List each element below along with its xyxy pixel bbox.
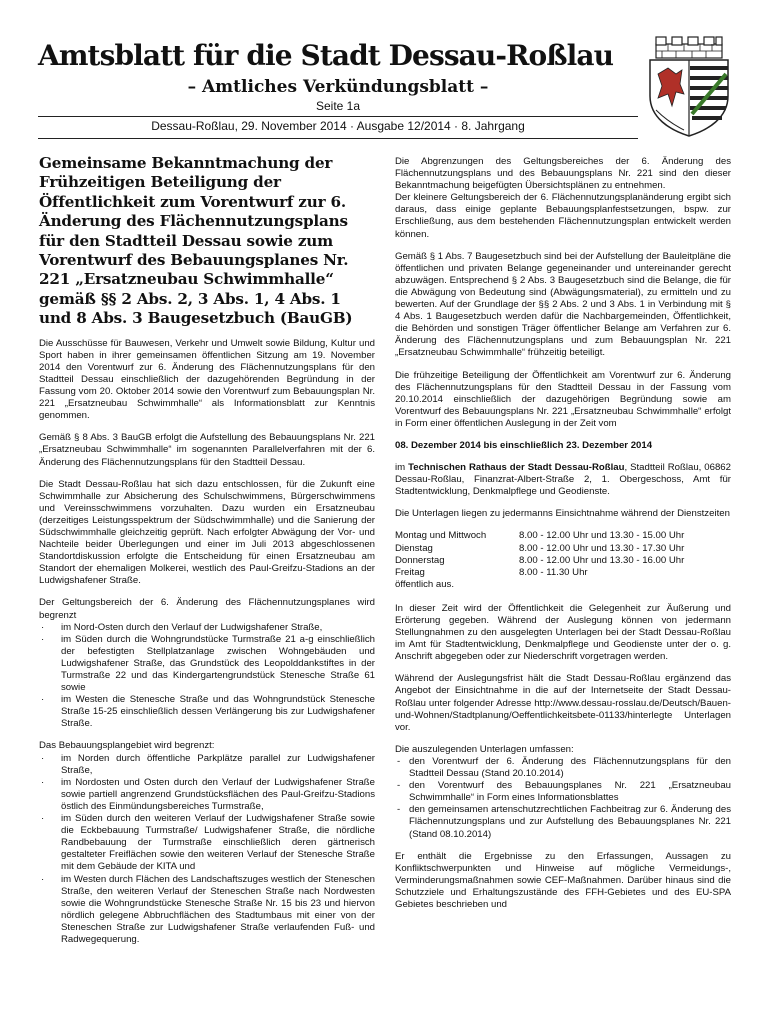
publication-title: Amtsblatt für die Stadt Dessau-Roßlau bbox=[38, 39, 614, 72]
paragraph: Der kleinere Geltungsbereich der 6. Flächennutzungsplanänderung ergibt sich daraus, dass einige geplante Bebauungsplanfestsetzungen, bspw. zur Erschließung, aus dem bestehenden Flächennutzungsplan entwickelt werden können. bbox=[395, 192, 731, 240]
list-item: · im Süden durch den weiteren Verlauf der Ludwigshafener Straße sowie die Eckbebauung Turmstraße/ Ludwigshafener Straße, die nördliche Randbebauung der Turmstraße einschließlich deren gärtnerisch gestalteter Freiflächen sowie den weiteren Verlauf der Stenesche Straße mit dem Gebäude der KITA und bbox=[39, 813, 375, 873]
list-item: · im Süden durch die Wohngrundstücke Turmstraße 21 a-g einschließlich der befestigten Stellplatzanlage zwischen Wohngebäuden und Ludwigshafener Straße, das Grundstück des Leopolddankstiftes in der Turmstraße 22 und das Kindergartengrundstück Stenesche Straße 61 sowie bbox=[39, 634, 375, 694]
paragraph: Das Bebauungsplangebiet wird begrenzt: bbox=[39, 740, 215, 752]
masthead-rule-top bbox=[38, 116, 638, 117]
paragraph: Er enthält die Ergebnisse zu den Erfassungen, Aussagen zu Konfliktschwerpunkten und Hinweise auf mögliche Vermeidungs-, Verminderungsmaßnahmen sowie CEF-Maßnahmen. Darüber hinaus sind die Schutzziele und Erhaltungszustände des FFH-Gebietes und des EU-SPA Gebietes beschrieben und bbox=[395, 850, 731, 910]
paragraph: Gemäß § 1 Abs. 7 Baugesetzbuch sind bei der Aufstellung der Bauleitpläne die öffentlichen und privaten Belange gegeneinander und untereinander gerecht abzuwägen. Entsprechend § 2 Abs. 3 Baugesetzbuch sind die Belange, die für die Abwägung von Bedeutung sind (Abwägungsmaterial), zu ermitteln und zu bewerten. Auf der Grundlage der §§ 2 Abs. 2 und 3 Abs. 1 in Verbindung mit § 4 Abs. 1 Baugesetzbuch werden dafür die Nachbargemeinden, Öffentlichkeit, die Behörden und sonstigen Träger öffentlicher Belange am Verfahren zur 6. Änderung des Flächennutzungsplans und zum Bebauungsplan Nr. 221 „Ersatzneubau Schwimmhalle“ frühzeitig beteiligt. bbox=[395, 250, 731, 359]
paragraph: Die Stadt Dessau-Roßlau hat sich dazu entschlossen, für die Zukunft eine Schwimmhalle zur Absicherung des Schulschwimmens, Bürgerschwimmens und Vereinsschwimmens vorzuhalten. Dazu wurden ein Ersatzneubau (derzeitiges Leistungsspektrum der Südschwimmhalle) und die Sanierung der Südschwimmhalle gleichzeitig geprüft. Nach erfolgter Abwägung der Vor- und Nachteile beider Überlegungen und einer im Juli 2013 abgeschlossenen Standortdiskussion erfolgte die Entscheidung für einen Ersatzneubau am Standort der ehemaligen Molkerei, westlich des Paul-Greifzu-Stadions an der Ludwigshafener Straße. bbox=[39, 478, 375, 587]
paragraph: Die Ausschüsse für Bauwesen, Verkehr und Umwelt sowie Bildung, Kultur und Sport haben in ihrer gemeinsamen öffentlichen Sitzung am 19. November 2014 den Vorentwurf zur 6. Änderung des Flächennutzungsplans für den Stadtteil Dessau einschließlich der dazugehörenden Begründung in der Fassung vom 20. Oktober 2014 sowie den Vorentwurf zum Bebauungsplan Nr. 221 „Ersatzneubau Schwimmhalle“ als Informationsblatt zur Kenntnis genommen. bbox=[39, 337, 375, 422]
location-name: Technischen Rathaus der Stadt Dessau-Roßlau bbox=[408, 462, 625, 474]
hours-time: 8.00 - 12.00 Uhr und 13.30 - 16.00 Uhr bbox=[519, 554, 685, 566]
paragraph: Die frühzeitige Beteiligung der Öffentlichkeit am Vorentwurf zur 6. Änderung des Flächennutzungsplans für den Stadtteil Dessau in der Fassung vom 20.10.2014 einschließlich der dazugehörigen Begründung sowie am Vorentwurf des Bebauungsplans Nr. 221 „Ersatzneubau Schwimmhalle“ erfolgt in Form einer öffentlichen Auslegung in der Zeit vom bbox=[395, 369, 731, 429]
list-item: · im Norden durch öffentliche Parkplätze parallel zur Ludwigshafener Straße, bbox=[39, 753, 375, 777]
paragraph: In dieser Zeit wird der Öffentlichkeit die Gelegenheit zur Äußerung und Erörterung gegeben. Während der Auslegung können von jedermann Stellungnahmen zu den ausgelegten Unterlagen bei der Stadt Dessau-Roßlau im Amt für Stadtentwicklung, Denkmalpflege und Geodienste unter der o. g. Anschrift abgegeben oder zur Niederschrift vorgetragen werden. bbox=[395, 602, 731, 663]
publication-subtitle: – Amtliches Verkündungsblatt – bbox=[187, 77, 489, 97]
boundary-list-fnp bbox=[39, 622, 375, 731]
display-period: 08. Dezember 2014 bis einschließlich 23. Dezember 2014 bbox=[395, 439, 653, 451]
hours-time: 8.00 - 12.00 Uhr und 13.30 - 17.30 Uhr bbox=[519, 542, 685, 554]
hours-day: Donnerstag bbox=[395, 554, 445, 566]
boundary-list-bplan bbox=[39, 753, 375, 947]
hours-day: Dienstag bbox=[395, 542, 433, 554]
paragraph: Während der Auslegungsfrist hält die Stadt Dessau-Roßlau ergänzend das Angebot der Einsichtnahme in die auf der Internetseite der Stadt Dessau-Roßlau unter folgender Adresse http://www.dessau-rosslau.de/Deutsch/Bauen-und-Wohnen/Stadtplanung/Oeffentlichkeitsbete-01133/hinterlegte Unterlagen vor. bbox=[395, 673, 731, 733]
hours-note: öffentlich aus. bbox=[395, 578, 455, 590]
display-location bbox=[395, 462, 731, 498]
left-column bbox=[39, 154, 375, 956]
right-column bbox=[395, 156, 731, 911]
paragraph: Die Unterlagen liegen zu jedermanns Einsichtnahme während der Dienstzeiten bbox=[395, 508, 730, 520]
paragraph: Gemäß § 8 Abs. 3 BauGB erfolgt die Aufstellung des Bebauungsplans Nr. 221 „Ersatzneubau Schwimmhalle“ im sogenannten Parallelverfahren mit der 6. Änderung des Flächennutzungsplans für den Stadtteil Dessau. bbox=[39, 432, 375, 468]
masthead-rule-bottom bbox=[38, 138, 638, 139]
hours-day: Freitag bbox=[395, 566, 425, 578]
list-item: - den Vorentwurf des Bebauungsplanes Nr. 221 „Ersatzneubau Schwimmhalle“ in Form eines Informationsblattes bbox=[395, 780, 731, 804]
city-coat-of-arms-icon bbox=[646, 34, 732, 138]
paragraph: Die Abgrenzungen des Geltungsbereiches der 6. Änderung des Flächennutzungsplans und des Bebauungsplans Nr. 221 sind den dieser Bekanntmachung beigefügten Übersichtsplänen zu entnehmen. bbox=[395, 156, 731, 192]
table-row bbox=[395, 530, 684, 542]
table-row bbox=[395, 555, 684, 567]
list-item: - den Vorentwurf der 6. Änderung des Flächennutzungsplans für den Stadtteil Dessau (Stand 20.10.2014) bbox=[395, 756, 731, 780]
location-prefix: im bbox=[395, 462, 406, 474]
table-row bbox=[395, 567, 684, 579]
list-item: · im Nord-Osten durch den Verlauf der Ludwigshafener Straße, bbox=[39, 622, 375, 634]
list-item: · im Westen die Stenesche Straße und das Wohngrundstück Stenesche Straße 15-25 einschließlich dessen Verlängerung bis zur Ludwigshafener Straße. bbox=[39, 694, 375, 730]
hours-day: Montag und Mittwoch bbox=[395, 530, 487, 542]
list-item: · im Westen durch Flächen des Landschaftszuges westlich der Steneschen Straße, den weiteren Verlauf der Steneschen Straße nach Nordwesten sowie die Wohngrundstücke Stenesche Straße Nr. 15 bis 23 und hiervon nördlich gelegene Abbruchflächen des Stadtumbaus mit einer von der Steneschen Straße zur Ludwigshafener Straße verlaufenden Fuß- und Radwegequerung. bbox=[39, 874, 375, 947]
hours-time: 8.00 - 11.30 Uhr bbox=[519, 566, 588, 578]
list-item: - den gemeinsamen artenschutzrechtlichen Fachbeitrag zur 6. Änderung des Flächennutzungsplans und zur Aufstellung des Bebauungsplanes Nr. 221 (Stand 08.10.2014) bbox=[395, 804, 731, 840]
location-address: , Stadtteil Roßlau, 06862 Dessau-Roßlau, Finanzrat-Albert-Straße 2, 1. Obergeschoss, Amt für Stadtentwicklung, Denkmalpflege und Geodienste. bbox=[395, 462, 731, 498]
announcement-heading: Gemeinsame Bekanntmachung der Frühzeitigen Beteiligung der Öffentlichkeit zum Vorentwurf zur 6. Änderung des Flächennutzungsplans für den Stadtteil Dessau sowie zum Vorentwurf des Bebauungsplanes Nr. 221 „Ersatzneubau Schwimmhalle“ gemäß §§ 2 Abs. 2, 3 Abs. 1, 4 Abs. 1 und 8 Abs. 3 Baugesetzbuch (BauGB) bbox=[39, 154, 353, 328]
table-row bbox=[395, 579, 684, 591]
list-item: · im Nordosten und Osten durch den Verlauf der Ludwigshafener Straße sowie partiell angrenzend Grundstücksflächen des Paul-Greifzu-Stadions östlich des Einmündungsbereiches Turmstraße, bbox=[39, 777, 375, 813]
page-number: Seite 1a bbox=[315, 99, 361, 113]
paragraph: Die auszulegenden Unterlagen umfassen: bbox=[395, 743, 574, 755]
table-row bbox=[395, 543, 684, 555]
office-hours-table bbox=[395, 530, 684, 590]
hours-time: 8.00 - 12.00 Uhr und 13.30 - 15.00 Uhr bbox=[519, 530, 685, 542]
documents-list bbox=[395, 756, 731, 841]
paragraph: Der Geltungsbereich der 6. Änderung des Flächennutzungsplanes wird begrenzt bbox=[39, 597, 375, 621]
issue-dateline: Dessau-Roßlau, 29. November 2014 · Ausgabe 12/2014 · 8. Jahrgang bbox=[151, 119, 525, 133]
